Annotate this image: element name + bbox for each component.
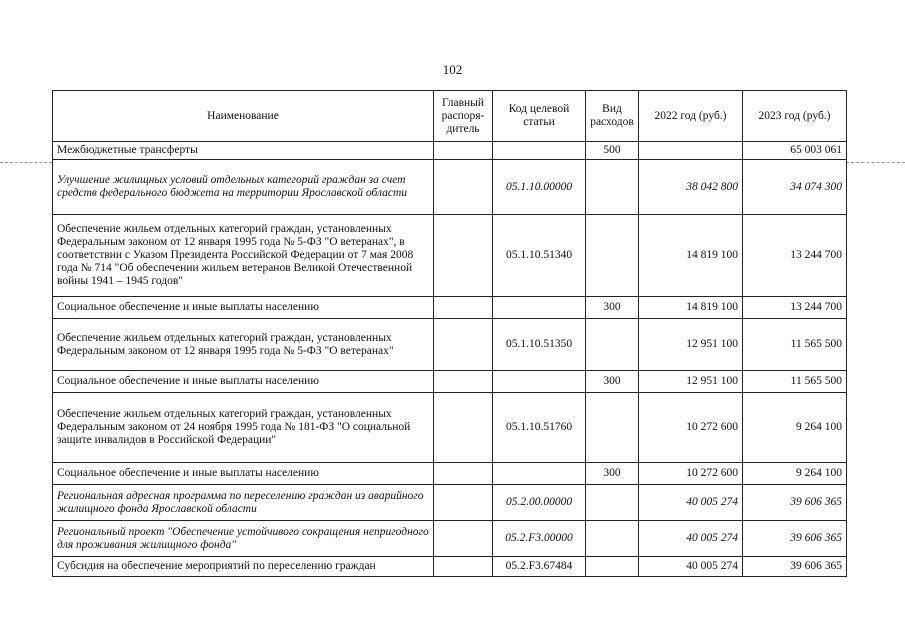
page-number: 102 (442, 62, 463, 77)
dashed-rule-left (0, 162, 52, 163)
col-header-manager: Главный распоря-дитель (434, 91, 493, 142)
cell-name: Социальное обеспечение и иные выплаты населению (53, 297, 434, 319)
cell-2023: 11 565 500 (743, 371, 847, 393)
cell-name: Обеспечение жильем отдельных категорий граждан, установленных Федеральным законом от 12 января 1995 года № 5-ФЗ "О ветеранах", в соответствии с Указом Президента Российской Федерации от 7 мая 2008 года № 714 "Об обеспечении жильем ветеранов Великой Отечественной войны 1941 – 1945 годов" (53, 215, 434, 297)
col-header-code: Код целевой статьи (493, 91, 586, 142)
cell-2022: 40 005 274 (639, 557, 743, 577)
cell-name: Социальное обеспечение и иные выплаты населению (53, 371, 434, 393)
cell-manager (434, 557, 493, 577)
cell-code (493, 463, 586, 485)
cell-type: 300 (586, 297, 639, 319)
cell-2023: 39 606 365 (743, 521, 847, 557)
cell-manager (434, 319, 493, 371)
cell-name: Субсидия на обеспечение мероприятий по переселению граждан (53, 557, 434, 577)
table-row (53, 371, 847, 393)
table-row (53, 393, 847, 463)
col-header-name: Наименование (53, 91, 434, 142)
col-header-type: Вид расходов (586, 91, 639, 142)
cell-name: Социальное обеспечение и иные выплаты населению (53, 463, 434, 485)
cell-2022: 38 042 800 (639, 160, 743, 215)
cell-code: 05.1.10.51350 (493, 319, 586, 371)
table-row (53, 160, 847, 215)
cell-2023: 65 003 061 (743, 142, 847, 160)
cell-2022: 40 005 274 (639, 485, 743, 521)
cell-code: 05.2.F3.00000 (493, 521, 586, 557)
cell-2022: 14 819 100 (639, 215, 743, 297)
cell-name: Межбюджетные трансферты (53, 142, 434, 160)
cell-2022: 12 951 100 (639, 319, 743, 371)
cell-code (493, 142, 586, 160)
cell-2022: 14 819 100 (639, 297, 743, 319)
cell-type (586, 319, 639, 371)
cell-type (586, 521, 639, 557)
cell-code: 05.1.10.51760 (493, 393, 586, 463)
col-header-2023: 2023 год (руб.) (743, 91, 847, 142)
cell-code: 05.2.00.00000 (493, 485, 586, 521)
cell-manager (434, 215, 493, 297)
cell-2022: 40 005 274 (639, 521, 743, 557)
cell-2023: 13 244 700 (743, 297, 847, 319)
cell-name: Региональная адресная программа по переселению граждан из аварийного жилищного фонда Ярославской области (53, 485, 434, 521)
cell-code: 05.1.10.51340 (493, 215, 586, 297)
cell-type: 300 (586, 463, 639, 485)
col-header-2022: 2022 год (руб.) (639, 91, 743, 142)
cell-manager (434, 393, 493, 463)
cell-name: Обеспечение жильем отдельных категорий граждан, установленных Федеральным законом от 12 января 1995 года № 5-ФЗ "О ветеранах" (53, 319, 434, 371)
cell-2023: 34 074 300 (743, 160, 847, 215)
cell-name: Улучшение жилищных условий отдельных категорий граждан за счет средств федерального бюджета на территории Ярославской области (53, 160, 434, 215)
cell-type: 300 (586, 371, 639, 393)
cell-2022 (639, 142, 743, 160)
cell-code (493, 371, 586, 393)
cell-2023: 13 244 700 (743, 215, 847, 297)
cell-code (493, 297, 586, 319)
cell-type (586, 485, 639, 521)
cell-manager (434, 297, 493, 319)
cell-2022: 10 272 600 (639, 463, 743, 485)
cell-2022: 12 951 100 (639, 371, 743, 393)
table-row (53, 319, 847, 371)
cell-manager (434, 142, 493, 160)
cell-2023: 39 606 365 (743, 557, 847, 577)
cell-2023: 11 565 500 (743, 319, 847, 371)
table-row (53, 215, 847, 297)
cell-type (586, 215, 639, 297)
cell-manager (434, 463, 493, 485)
table-row (53, 557, 847, 577)
cell-2022: 10 272 600 (639, 393, 743, 463)
table-row (53, 521, 847, 557)
cell-code: 05.1.10.00000 (493, 160, 586, 215)
cell-2023: 9 264 100 (743, 393, 847, 463)
cell-name: Обеспечение жильем отдельных категорий граждан, установленных Федеральным законом от 24 ноября 1995 года № 181-ФЗ "О социальной защите инвалидов в Российской Федерации" (53, 393, 434, 463)
cell-type (586, 557, 639, 577)
cell-type (586, 393, 639, 463)
table-row (53, 485, 847, 521)
budget-table (52, 90, 847, 577)
table-row (53, 297, 847, 319)
table-header-row (53, 91, 847, 142)
cell-2023: 39 606 365 (743, 485, 847, 521)
cell-2023: 9 264 100 (743, 463, 847, 485)
dashed-rule-right (846, 162, 905, 163)
cell-type (586, 160, 639, 215)
cell-manager (434, 160, 493, 215)
cell-name: Региональный проект "Обеспечение устойчивого сокращения непригодного для проживания жилищного фонда" (53, 521, 434, 557)
cell-code: 05.2.F3.67484 (493, 557, 586, 577)
table-row (53, 463, 847, 485)
cell-type: 500 (586, 142, 639, 160)
cell-manager (434, 485, 493, 521)
cell-manager (434, 521, 493, 557)
table-row (53, 142, 847, 160)
cell-manager (434, 371, 493, 393)
